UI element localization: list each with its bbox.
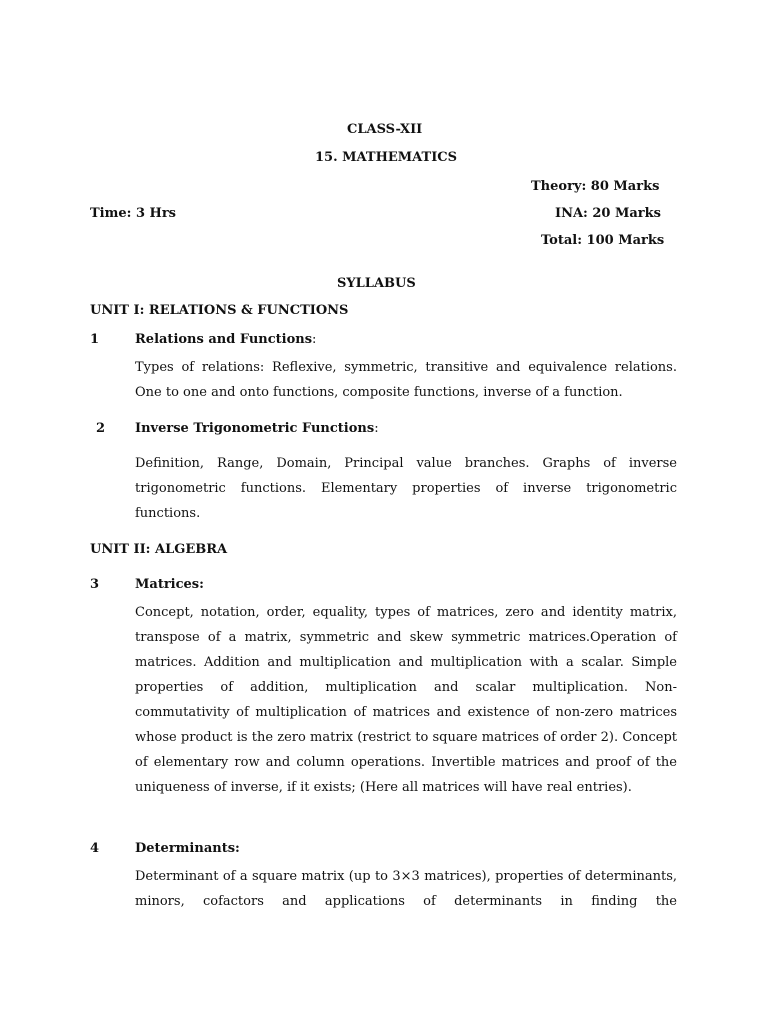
section-number: 1 bbox=[90, 332, 100, 347]
time-duration: Time: 3 Hrs bbox=[90, 206, 176, 221]
theory-marks: Theory: 80 Marks bbox=[531, 179, 660, 194]
section-body: Definition, Range, Domain, Principal value branches. Graphs of inverse trigonometric functions. Elementary properties of inverse trigonometric functions. bbox=[135, 456, 677, 521]
section-title-text: Inverse Trigonometric Functions bbox=[135, 421, 375, 436]
section-title bbox=[135, 841, 240, 856]
section-title-text: Relations and Functions bbox=[135, 332, 313, 347]
subject-title: 15. MATHEMATICS bbox=[315, 150, 458, 165]
section-number: 4 bbox=[90, 841, 100, 856]
section-body: Types of relations: Reflexive, symmetric, transitive and equivalence relations. One to one and onto functions, composite functions, inverse of a function. bbox=[135, 360, 677, 400]
total-marks: Total: 100 Marks bbox=[541, 233, 665, 248]
section-title bbox=[135, 577, 204, 592]
section-title-text: Determinants: bbox=[135, 841, 240, 856]
unit-title: UNIT II: ALGEBRA bbox=[90, 542, 228, 557]
unit-title: UNIT I: RELATIONS & FUNCTIONS bbox=[90, 303, 349, 318]
syllabus-heading: SYLLABUS bbox=[337, 276, 416, 291]
section-title-suffix: : bbox=[374, 421, 379, 436]
section-number: 3 bbox=[90, 577, 100, 592]
section-title bbox=[135, 421, 379, 436]
section-title-suffix: : bbox=[312, 332, 317, 347]
class-title: CLASS-XII bbox=[347, 122, 423, 137]
section-title-text: Matrices: bbox=[135, 577, 204, 592]
section-number: 2 bbox=[96, 421, 106, 436]
section-title bbox=[135, 332, 316, 347]
section-body: Determinant of a square matrix (up to 3×3 matrices), properties of determinants, minors, cofactors and applications of determinants in finding the bbox=[135, 869, 677, 909]
section-body: Concept, notation, order, equality, types of matrices, zero and identity matrix, transpose of a matrix, symmetric and skew symmetric matrices.Operation of matrices. Addition and multiplication and multiplication with a scalar. Simple properties of addition, multiplication and scalar multiplication. Non-commutativity of multiplication of matrices and existence of non-zero matrices whose product is the zero matrix (restrict to square matrices of order 2). Concept of elementary row and column operations. Invertible matrices and proof of the uniqueness of inverse, if it exists; (Here all matrices will have real entries). bbox=[135, 605, 677, 795]
ina-marks: INA: 20 Marks bbox=[555, 206, 661, 221]
